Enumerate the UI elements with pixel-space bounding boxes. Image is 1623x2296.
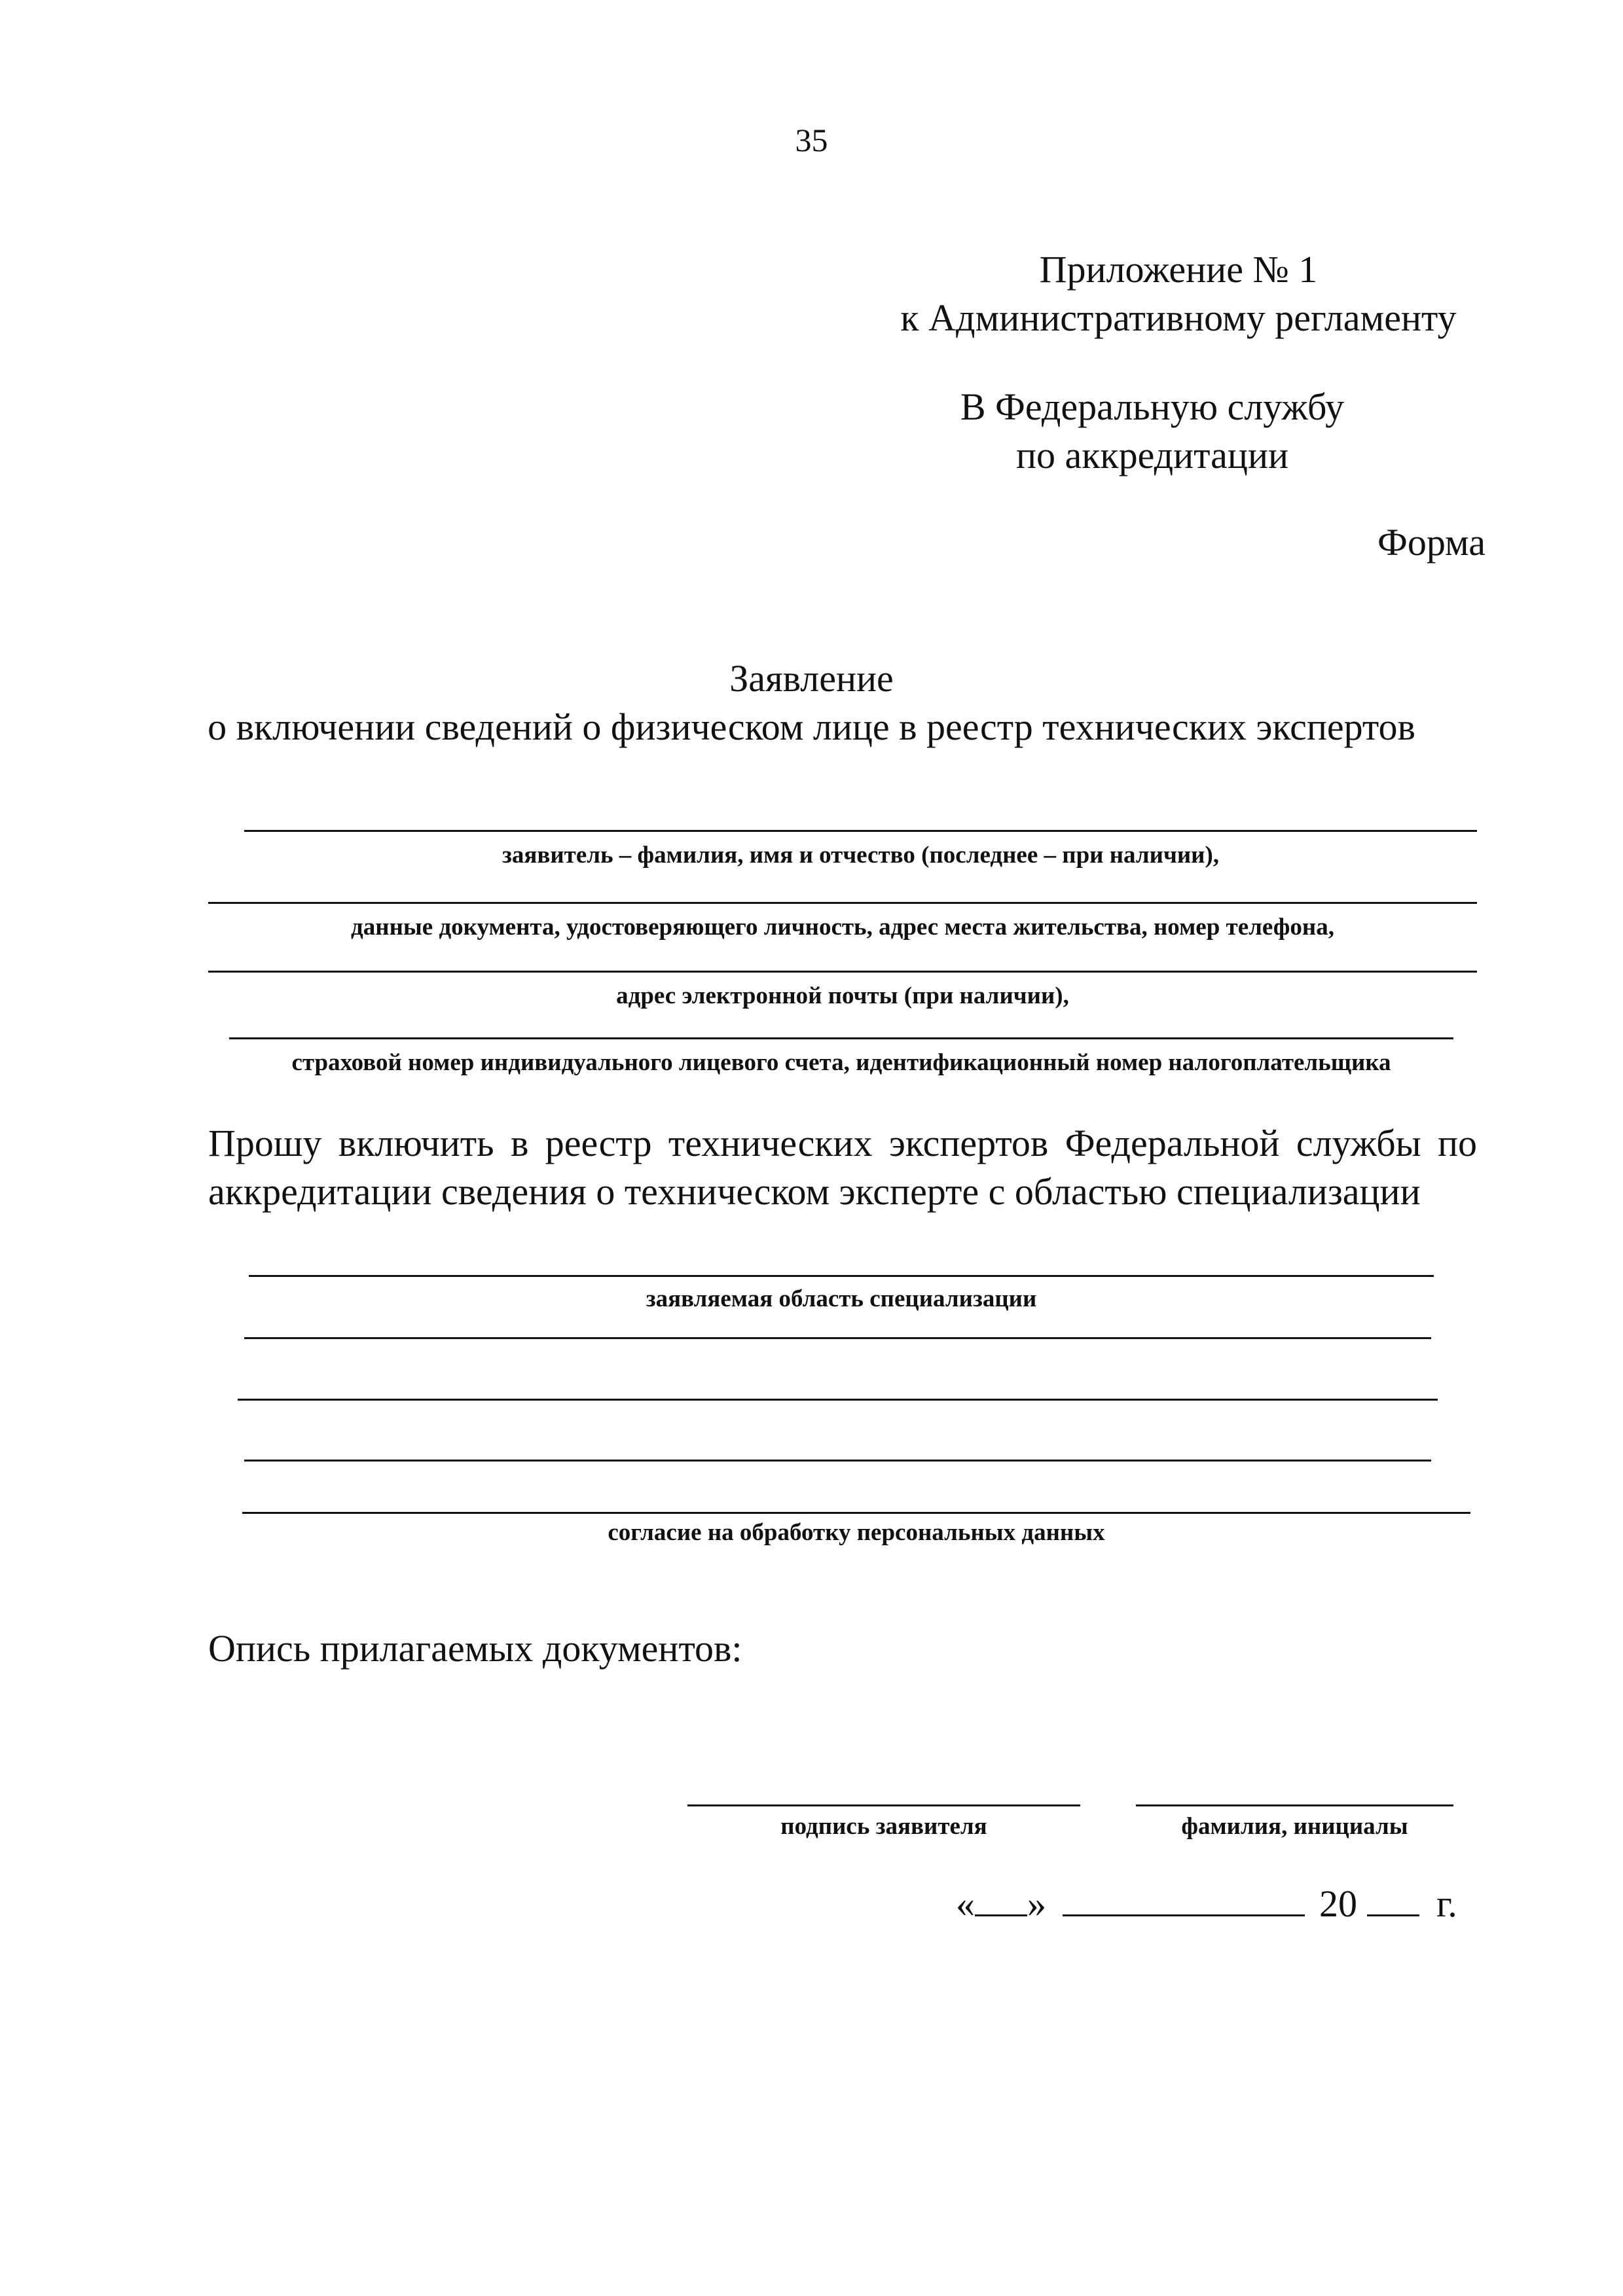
document-title (0, 655, 1623, 751)
addressee-line-1: В Федеральную службу (960, 386, 1345, 428)
applicant-document-caption: данные документа, удостоверяющего личность, адрес места жительства, номер телефона, (351, 914, 1334, 941)
annex-reference: к Административному регламенту (900, 296, 1457, 339)
specialization-line[interactable] (249, 1275, 1434, 1277)
signature-caption: подпись заявителя (780, 1813, 987, 1840)
applicant-email-caption: адрес электронной почты (при наличии), (616, 982, 1069, 1009)
month-field[interactable] (1063, 1908, 1305, 1916)
year-prefix: 20 (1319, 1882, 1357, 1925)
specialization-line-4[interactable] (244, 1460, 1431, 1462)
signature-line[interactable] (687, 1804, 1080, 1806)
consent-caption: согласие на обработку персональных данных (608, 1519, 1105, 1546)
applicant-snils-inn-caption: страховой номер индивидуального лицевого счета, идентификационный номер налогоплательщика (291, 1049, 1391, 1076)
applicant-name-caption: заявитель – фамилия, имя и отчество (последнее – при наличии), (501, 842, 1220, 869)
consent-line[interactable] (242, 1512, 1470, 1514)
title-line-1: Заявление (729, 657, 894, 700)
specialization-line-2[interactable] (244, 1337, 1431, 1339)
year-suffix: г. (1436, 1882, 1457, 1925)
applicant-document-line[interactable] (208, 902, 1477, 904)
page-number: 35 (795, 122, 828, 158)
applicant-name-line[interactable] (244, 830, 1477, 832)
addressee-line-2: по аккредитации (1015, 434, 1289, 476)
name-initials-caption: фамилия, инициалы (1181, 1813, 1408, 1840)
annex-header (884, 245, 1473, 342)
name-initials-line[interactable] (1136, 1804, 1453, 1806)
attachments-label: Опись прилагаемых документов: (208, 1627, 742, 1670)
title-line-2: о включении сведений о физическом лице в реестр технических экспертов (208, 706, 1415, 748)
year-field[interactable] (1367, 1908, 1419, 1916)
date-line (956, 1882, 1457, 1926)
specialization-caption: заявляемая область специализации (646, 1285, 1037, 1312)
applicant-snils-inn-line[interactable] (229, 1037, 1453, 1039)
date-close-quote: » (1027, 1882, 1046, 1925)
addressee (917, 383, 1388, 480)
annex-number: Приложение № 1 (1039, 248, 1318, 291)
form-label: Форма (1377, 521, 1486, 564)
specialization-line-3[interactable] (238, 1399, 1438, 1401)
request-text: Прошу включить в реестр технических экспертов Федеральной службы по аккредитации сведения о техническом эксперте с областью специализации (208, 1122, 1477, 1213)
day-field[interactable] (975, 1908, 1027, 1916)
applicant-email-line[interactable] (208, 971, 1477, 973)
date-open-quote: « (956, 1882, 975, 1925)
